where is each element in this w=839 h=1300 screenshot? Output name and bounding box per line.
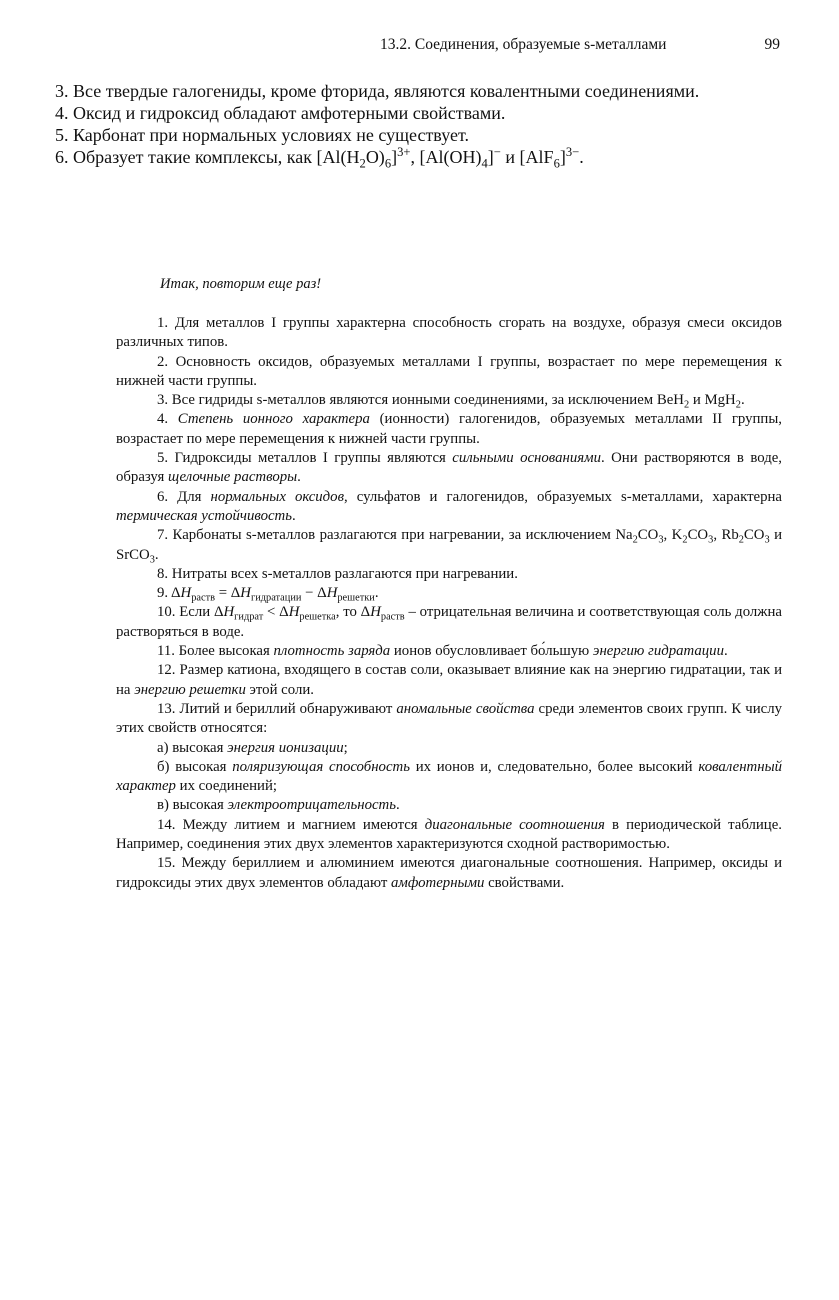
- list-item: 5. Гидроксиды металлов I группы являются сильными основаниями. Они растворяются в воде, образуя щелочные растворы.: [116, 450, 782, 486]
- sub-item: б) высокая поляризующая способность их ионов и, следовательно, более высокий ковалентный характер их соединений;: [116, 758, 782, 795]
- running-header: [380, 36, 780, 54]
- sub-item: в) высокая электроотрицательность.: [157, 797, 400, 814]
- list-item: 2. Основность оксидов, образуемых металлами I группы, возрастает по мере перемещения к нижней части группы.: [116, 353, 782, 389]
- list-item: 14. Между литием и магнием имеются диагональные соотношения в периодической таблице. Например, соединения этих двух элементов характеризуются сходной растворимостью.: [116, 816, 782, 853]
- list-item: 7. Карбонаты s-металлов разлагаются при нагревании, за исключением $Na_2CO_3$, $K_2CO_3$, $Rb_2CO_3$ и SrCO$_3$.: [116, 527, 783, 566]
- page-number: 99: [764, 36, 780, 53]
- formula-item: 10. Если $\Delta H_{гидрат} < \Delta H_{решетка}$, то $\Delta H_{раств}$ – отрицательная величина и соответствующая соль должна растворяться в воде.: [116, 604, 783, 640]
- list-item: 5. Карбонат при нормальных условиях не существует.: [55, 125, 469, 145]
- recap-title: Итак, повторим еще раз!: [160, 276, 322, 292]
- list-item: 4. Степень ионного характера (ионности) галогенидов, образуемых металлами II группы, возрастает по мере перемещения к нижней части группы.: [116, 411, 782, 447]
- recap-list: [116, 314, 782, 893]
- formula-item: 9. $\Delta H_{раств} = \Delta H_{гидратации} - \Delta H_{решетки}$.: [157, 585, 379, 604]
- list-item: 13. Литий и бериллий обнаруживают аномальные свойства среди элементов своих групп. К числу этих свойств относятся:: [116, 700, 783, 737]
- section-title: 13.2. Соединения, образуемые s-металлами: [380, 36, 667, 53]
- list-item: 8. Нитраты всех s-металлов разлагаются при нагревании.: [157, 565, 518, 582]
- list-item: 3. Все твердые галогениды, кроме фторида, являются ковалентными соединениями.: [55, 81, 700, 101]
- properties-list: [48, 80, 784, 171]
- list-item: 6. Для нормальных оксидов, сульфатов и галогенидов, образуемых s-металлами, характерна термическая устойчивость.: [116, 488, 783, 524]
- list-item: 1. Для металлов I группы характерна способность сгорать на воздухе, образуя смеси оксидов различных типов.: [116, 315, 782, 351]
- list-item: 12. Размер катиона, входящего в состав соли, оказывает влияние как на энергию гидратации, так и на энергию решетки этой соли.: [116, 662, 782, 698]
- list-item: 11. Более высокая плотность заряда ионов обусловливает бо́льшую энергию гидратации.: [157, 643, 728, 660]
- list-item: 6. Образует такие комплексы, как $[Al(H_2O)_6]^{3+}$, $[Al(OH)_4]^-$ и $[AlF_6]^{3-}$.: [55, 145, 584, 171]
- list-item: 4. Оксид и гидроксид обладают амфотерными свойствами.: [55, 103, 506, 123]
- list-item: 3. Все гидриды s-металлов являются ионными соединениями, за исключением BeH$_2$ и MgH$_2$.: [157, 392, 745, 411]
- list-item: 15. Между бериллием и алюминием имеются диагональные соотношения. Например, оксиды и гидроксиды этих двух элементов обладают амфотерными свойствами.: [116, 855, 782, 891]
- sub-item: а) высокая энергия ионизации;: [157, 739, 348, 756]
